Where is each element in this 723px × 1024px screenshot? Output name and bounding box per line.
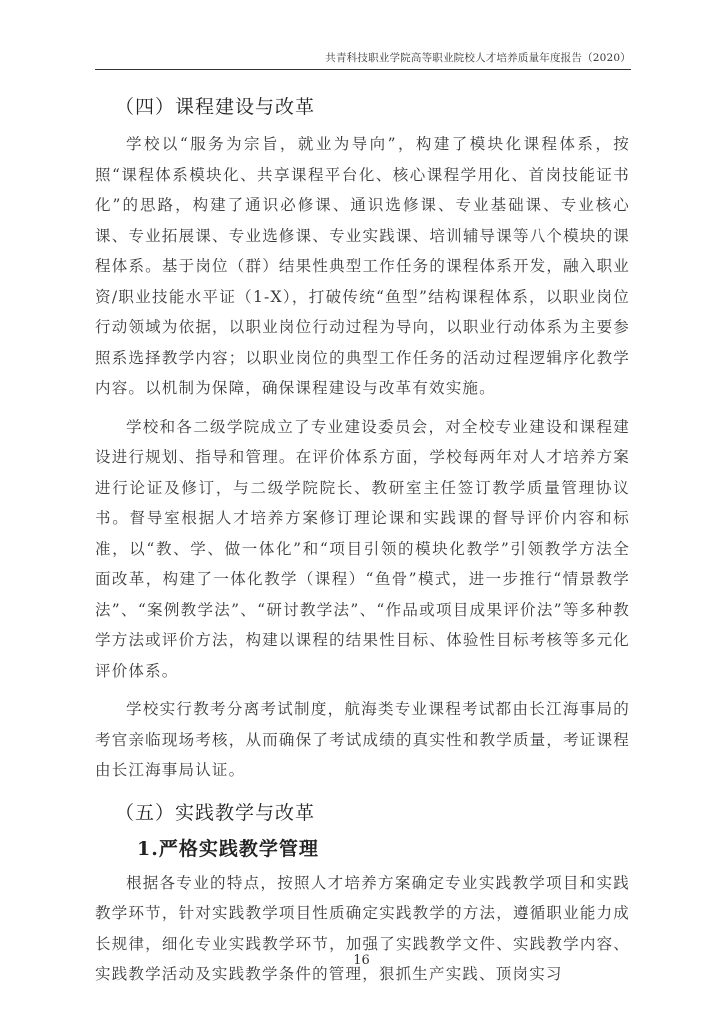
page-number: 16 (353, 953, 370, 968)
section-5-heading: （五）实践教学与改革 (115, 801, 316, 824)
section-4-paragraph-3: 学校实行教考分离考试制度，航海类专业课程考试都由长江海事局的考官亲临现场考核，从而确保了考试成绩的真实性和教学质量，考证课程由长江海事局认证。 (95, 700, 630, 779)
section-4-paragraph-1: 学校以“服务为宗旨，就业为导向”，构建了模块化课程体系，按照“课程体系模块化、共享课程平台化、核心课程学用化、首岗技能证书化”的思路，构建了通识必修课、通识选修课、专业基础课、专业核心课、专业拓展课、专业选修课、专业实践课、培训辅导课等八个模块的课程体系。基于岗位（群）结果性典型工作任务的课程体系开发，融入职业资/职业技能水平证（1-X），打破传统“鱼型”结构课程体系，以职业岗位行动领域为依据，以职业岗位行动过程为导向，以职业行动体系为主要参照系选择教学内容；以职业岗位的典型工作任务的活动过程逻辑序化教学内容。以机制为保障，确保课程建设与改革有效实施。 (95, 135, 630, 397)
section-4-paragraph-2: 学校和各二级学院成立了专业建设委员会，对全校专业建设和课程建设进行规划、指导和管理。在评价体系方面，学校每两年对人才培养方案进行论证及修订，与二级学院院长、教研室主任签订教学质量管理协议书。督导室根据人才培养方案修订理论课和实践课的督导评价内容和标准，以“教、学、做一体化”和“项目引领的模块化教学”引领教学方法全面改革，构建了一体化教学（课程）“鱼骨”模式，进一步推行“情景教学法”、“案例教学法”、“研讨教学法”、“作品或项目成果评价法”等多种教学方法或评价方法，构建以课程的结果性目标、体验性目标考核等多元化评价体系。 (95, 417, 630, 680)
running-header: 共青科技职业学院高等职业院校人才培养质量年度报告（2020） (95, 50, 631, 70)
section-4-heading: （四）课程建设与改革 (115, 96, 316, 118)
subsection-1-heading: 1.严格实践教学管理 (137, 837, 319, 860)
page-content (95, 90, 630, 990)
subsection-1-paragraph: 根据各专业的特点，按照人才培养方案确定专业实践教学项目和实践教学环节，针对实践教学项目性质确定实践教学的方法，遵循职业能力成长规律，细化专业实践教学环节，加强了实践教学文件、实践教学内容、实践教学活动及实践教学条件的管理，狠抓生产实践、顶岗实习 (95, 873, 630, 983)
